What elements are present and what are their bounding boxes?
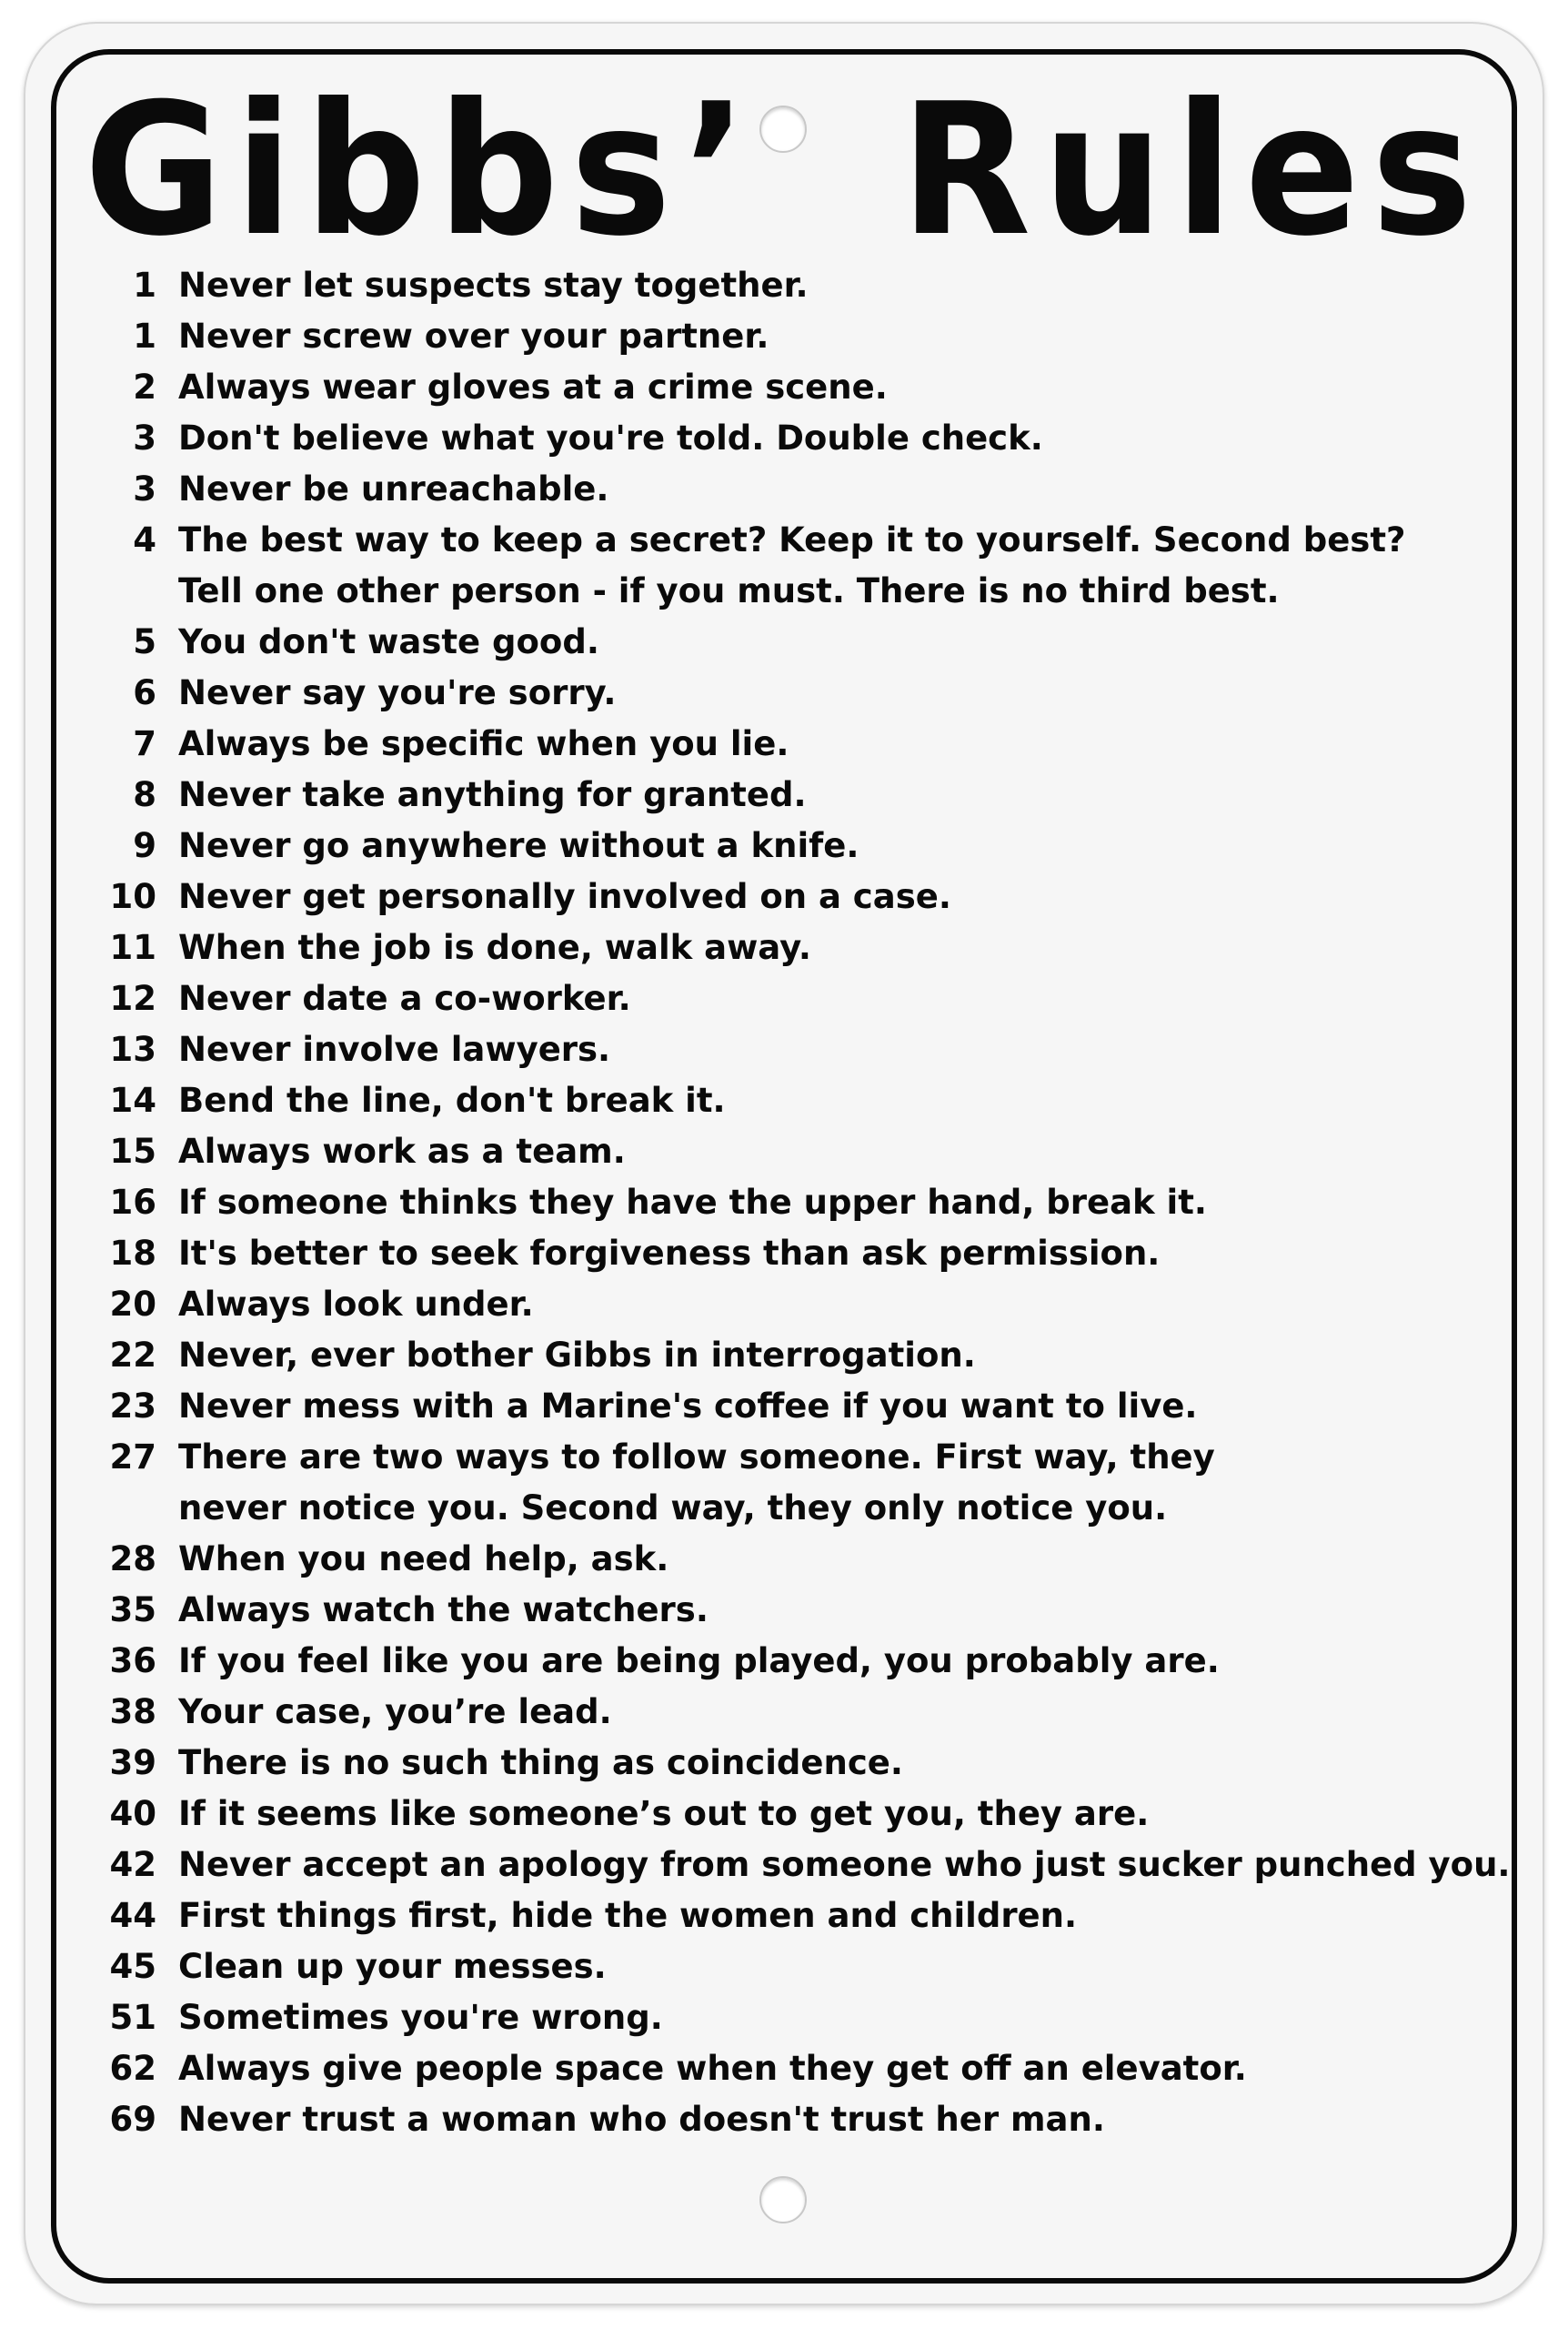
rule-item — [98, 1738, 1517, 1789]
rule-number: 3 — [133, 418, 156, 458]
rule-number: 16 — [109, 1183, 156, 1222]
rule-number: 27 — [109, 1437, 156, 1477]
rule-text: The best way to keep a secret? Keep it to yourself. Second best? Tell one other person - if you must. There is no third best. — [178, 520, 1406, 610]
rule-item — [98, 1381, 1517, 1432]
rule-text: Never be unreachable. — [178, 469, 609, 509]
rule-text: When you need help, ask. — [178, 1539, 669, 1578]
rule-item — [98, 515, 1517, 617]
rule-text: Always wear gloves at a crime scene. — [178, 368, 888, 407]
rule-text: First things first, hide the women and children. — [178, 1896, 1078, 1935]
rule-text: If someone thinks they have the upper hand, break it. — [178, 1183, 1207, 1222]
rule-item — [98, 362, 1517, 413]
rule-text: Sometimes you're wrong. — [178, 1998, 663, 2037]
rule-text: If it seems like someone’s out to get you, they are. — [178, 1794, 1150, 1833]
rule-number: 2 — [133, 368, 156, 407]
rule-number: 28 — [109, 1539, 156, 1578]
rule-item — [98, 821, 1517, 872]
rule-item — [98, 1075, 1517, 1126]
rule-text: Never mess with a Marine's coffee if you want to live. — [178, 1386, 1198, 1426]
rule-text: Always give people space when they get off an elevator. — [178, 2049, 1247, 2088]
rule-item — [98, 1992, 1517, 2043]
rule-text: It's better to seek forgiveness than ask permission. — [178, 1234, 1161, 1273]
rule-number: 4 — [133, 520, 156, 560]
rule-item — [98, 617, 1517, 668]
rule-item — [98, 1941, 1517, 1992]
rule-number: 69 — [109, 2100, 156, 2139]
rules-list — [98, 260, 1517, 2145]
rule-text: Never accept an apology from someone who just sucker punched you. — [178, 1845, 1511, 1884]
rule-text: Never involve lawyers. — [178, 1030, 611, 1069]
rule-text: Don't believe what you're told. Double check. — [178, 418, 1043, 458]
rule-item — [98, 668, 1517, 719]
rule-item — [98, 311, 1517, 362]
rule-item — [98, 1330, 1517, 1381]
rule-item — [98, 1279, 1517, 1330]
rule-number: 62 — [109, 2049, 156, 2088]
sign-title: Gibbs’ Rules — [84, 65, 1484, 277]
rule-item — [98, 1534, 1517, 1585]
rule-number: 14 — [109, 1081, 156, 1120]
rule-text: Always work as a team. — [178, 1132, 626, 1171]
rule-text: Never screw over your partner. — [178, 317, 769, 356]
rule-number: 38 — [109, 1692, 156, 1731]
rule-text: Never trust a woman who doesn't trust her man. — [178, 2100, 1105, 2139]
rule-text: Your case, you’re lead. — [178, 1692, 612, 1731]
rule-text: Never go anywhere without a knife. — [178, 826, 859, 865]
rule-number: 13 — [109, 1030, 156, 1069]
rule-item — [98, 1177, 1517, 1228]
rule-number: 44 — [109, 1896, 156, 1935]
rule-text: Never date a co-worker. — [178, 979, 631, 1018]
rule-number: 10 — [109, 877, 156, 916]
rule-item — [98, 260, 1517, 311]
rule-item — [98, 1126, 1517, 1177]
rule-number: 9 — [133, 826, 156, 865]
rule-number: 39 — [109, 1743, 156, 1782]
rule-text: There is no such thing as coincidence. — [178, 1743, 903, 1782]
rule-text: Bend the line, don't break it. — [178, 1081, 726, 1120]
rule-item — [98, 1585, 1517, 1636]
mounting-hole-bottom — [759, 2176, 807, 2223]
rule-number: 22 — [109, 1336, 156, 1375]
rule-number: 11 — [109, 928, 156, 967]
rule-number: 3 — [133, 469, 156, 509]
rule-item — [98, 1636, 1517, 1687]
rule-item — [98, 872, 1517, 923]
rule-number: 15 — [109, 1132, 156, 1171]
rule-text: Always be specific when you lie. — [178, 724, 789, 763]
rule-item — [98, 1228, 1517, 1279]
rule-number: 1 — [133, 266, 156, 305]
rule-text: When the job is done, walk away. — [178, 928, 811, 967]
rule-number: 6 — [133, 673, 156, 712]
rule-text: Never get personally involved on a case. — [178, 877, 951, 916]
rule-number: 18 — [109, 1234, 156, 1273]
rule-item — [98, 923, 1517, 973]
rule-text: Clean up your messes. — [178, 1947, 607, 1986]
rule-item — [98, 1890, 1517, 1941]
rule-number: 40 — [109, 1794, 156, 1833]
rule-text: Always look under. — [178, 1285, 534, 1324]
rule-item — [98, 770, 1517, 821]
rule-text: If you feel like you are being played, you probably are. — [178, 1641, 1220, 1680]
rule-number: 51 — [109, 1998, 156, 2037]
rule-number: 45 — [109, 1947, 156, 1986]
rule-item — [98, 1024, 1517, 1075]
rule-number: 1 — [133, 317, 156, 356]
rule-item — [98, 1840, 1517, 1890]
rule-item — [98, 2094, 1517, 2145]
rule-text: Always watch the watchers. — [178, 1590, 709, 1629]
rule-text: Never, ever bother Gibbs in interrogation. — [178, 1336, 976, 1375]
rule-number: 42 — [109, 1845, 156, 1884]
rule-number: 7 — [133, 724, 156, 763]
rule-number: 20 — [109, 1285, 156, 1324]
rule-item — [98, 1789, 1517, 1840]
rule-item — [98, 973, 1517, 1024]
rule-item — [98, 1432, 1517, 1534]
rule-number: 35 — [109, 1590, 156, 1629]
rule-number: 36 — [109, 1641, 156, 1680]
rule-text: Never take anything for granted. — [178, 775, 807, 814]
rule-item — [98, 1687, 1517, 1738]
rule-text: Never say you're sorry. — [178, 673, 617, 712]
rule-item — [98, 464, 1517, 515]
rule-number: 8 — [133, 775, 156, 814]
rule-item — [98, 2043, 1517, 2094]
rule-number: 23 — [109, 1386, 156, 1426]
rule-text: There are two ways to follow someone. First way, they never notice you. Second way, they only notice you. — [178, 1437, 1215, 1527]
rule-number: 5 — [133, 622, 156, 661]
rule-item — [98, 413, 1517, 464]
rule-item — [98, 719, 1517, 770]
rule-number: 12 — [109, 979, 156, 1018]
rule-text: Never let suspects stay together. — [178, 266, 809, 305]
rule-text: You don't waste good. — [178, 622, 599, 661]
